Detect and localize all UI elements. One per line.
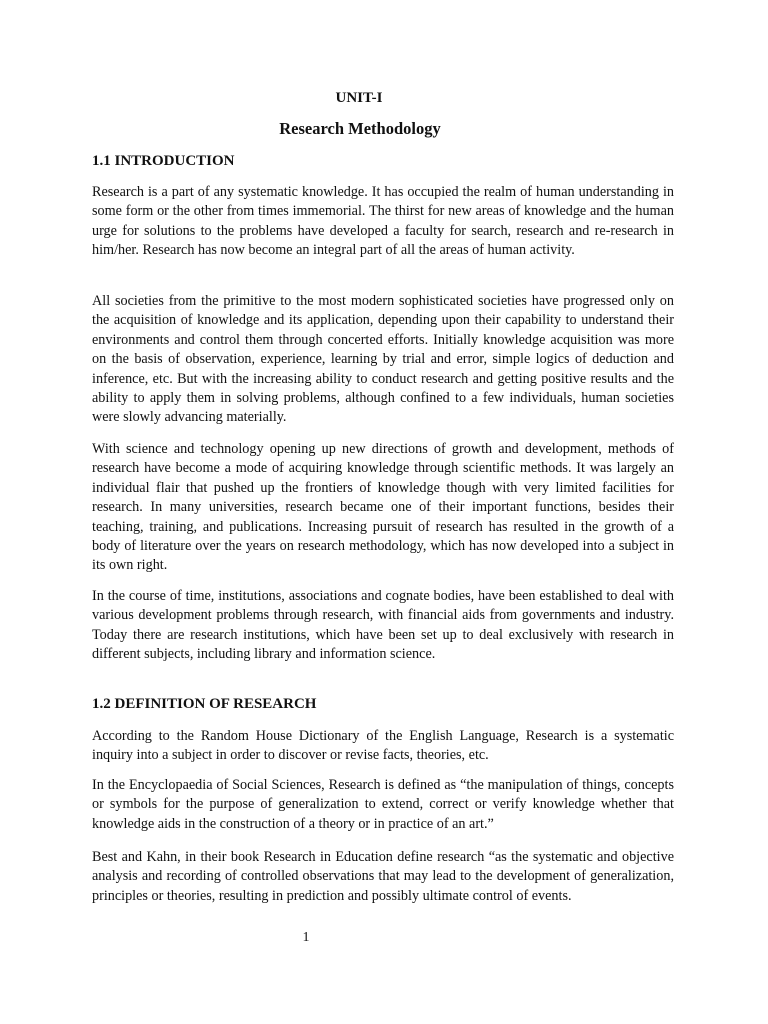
- unit-label: UNIT-I: [335, 90, 383, 106]
- paragraph-definition-1: According to the Random House Dictionary of the English Language, Research is a systematic inquiry into a subject in order to discover or revise facts, theories, etc.: [92, 728, 674, 764]
- paragraph-introduction-4: In the course of time, institutions, associations and cognate bodies, have been established to deal with various development problems through research, with financial aids from governments and industry. Today there are research institutions, which have been set up to deal exclusively with research in different subjects, including library and information science.: [92, 588, 674, 663]
- section-heading-definition: 1.2 DEFINITION OF RESEARCH: [92, 696, 317, 712]
- paragraph-introduction-1: Research is a part of any systematic knowledge. It has occupied the realm of human understanding in some form or the other from times immemorial. The thirst for new areas of knowledge and the human urge for solutions to the problems have developed a faculty for search, research and re-research in him/her. Research has now become an integral part of all the areas of human activity.: [92, 184, 674, 259]
- document-page: [92, 0, 674, 1024]
- paragraph-introduction-2: All societies from the primitive to the most modern sophisticated societies have progressed only on the acquisition of knowledge and its application, depending upon their capability to understand their environments and control them through concerted efforts. Initially knowledge acquisition was more on the basis of observation, experience, learning by trial and error, simple logics of deduction and inference, etc. But with the increasing ability to conduct research and getting positive results and the ability to apply them in solving problems, although confined to a few individuals, human societies were slowly advancing materially.: [92, 293, 674, 426]
- page-number: 1: [302, 930, 310, 945]
- page-title: Research Methodology: [279, 119, 441, 138]
- paragraph-introduction-3: With science and technology opening up new directions of growth and development, methods of research have become a mode of acquiring knowledge through scientific methods. It was largely an individual flair that pushed up the frontiers of knowledge though with very limited facilities for research. In many universities, research became one of their important functions, besides their teaching, training, and publications. Increasing pursuit of research has resulted in the growth of a body of literature over the years on research methodology, which has now developed into a subject in its own right.: [92, 441, 674, 574]
- section-heading-introduction: 1.1 INTRODUCTION: [92, 153, 235, 169]
- paragraph-definition-2: In the Encyclopaedia of Social Sciences, Research is defined as “the manipulation of things, concepts or symbols for the purpose of generalization to extend, correct or verify knowledge whether that knowledge aids in the construction of a theory or in practice of an art.”: [92, 777, 674, 832]
- paragraph-definition-3: Best and Kahn, in their book Research in Education define research “as the systematic and objective analysis and recording of controlled observations that may lead to the development of generalization, principles or theories, resulting in prediction and possibly ultimate control of events.: [92, 849, 674, 904]
